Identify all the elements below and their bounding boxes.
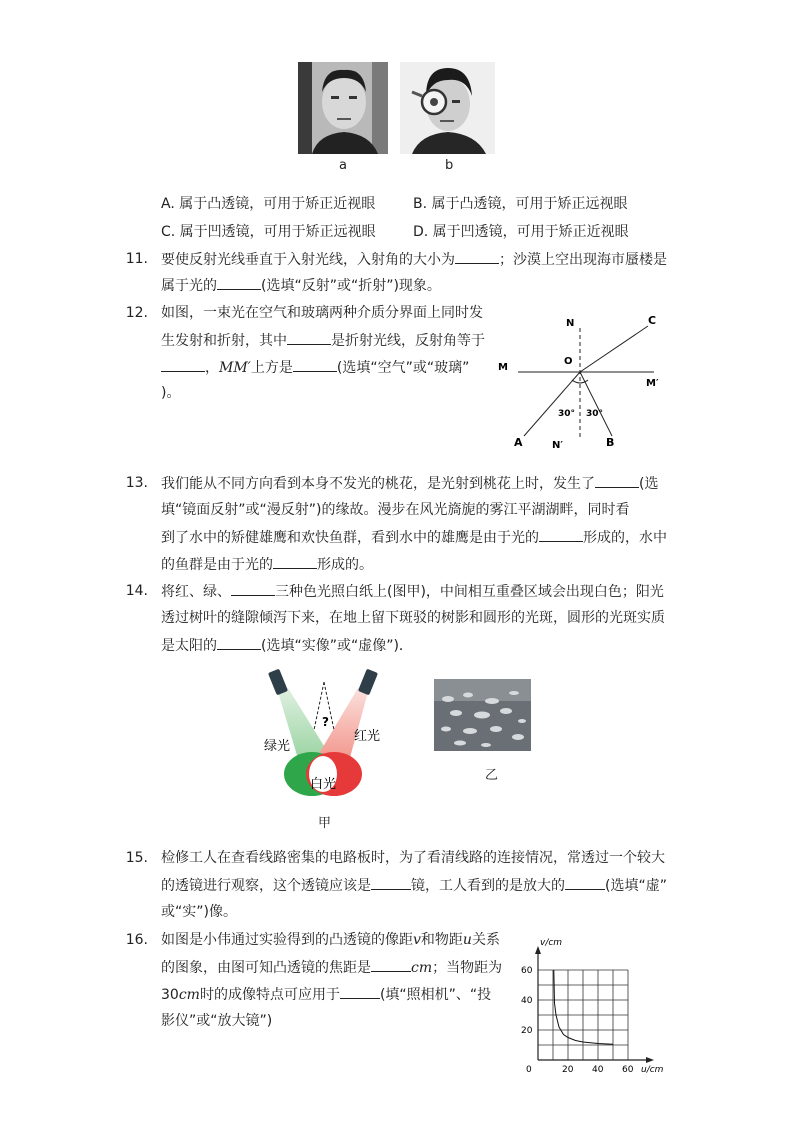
q12-refraction-figure [494, 312, 664, 452]
q11-text-1a: 要使反射光线垂直于入射光线，入射角的大小为 [161, 252, 455, 268]
answer-blank[interactable] [371, 875, 411, 890]
q13-number: 13. [125, 475, 148, 491]
fig-angle-right: 30° [586, 409, 604, 419]
answer-blank[interactable] [161, 357, 205, 372]
q11-text-2a: 属于光的 [161, 278, 217, 294]
q12-text-3d: (选填“空气”或“玻璃” [336, 360, 470, 376]
chart-y-tick-label: 40 [521, 996, 533, 1006]
chart-x-tick-label: 20 [562, 1065, 574, 1074]
chart-x-tick-label: 0 [526, 1065, 532, 1074]
chart-y-tick-label: 60 [521, 966, 533, 976]
q14-line-1 [161, 581, 664, 602]
q15-text-2b: 镜，工人看到的是放大的 [411, 878, 565, 894]
q16-chart-svg [518, 934, 668, 1074]
chart-y-tick-label: 20 [521, 1026, 533, 1036]
q16-number: 16. [125, 932, 148, 948]
q11-text-1b: ；沙漠上空出现海市蜃楼是 [499, 252, 667, 268]
q16-text-1b: 和物距 [420, 932, 463, 948]
answer-blank[interactable] [595, 473, 639, 488]
q10-option-b: B. 属于凸透镜，可用于矫正远视眼 [413, 196, 628, 212]
q11-text-2b: (选填“反射”或“折射”)现象。 [261, 278, 441, 294]
answer-blank[interactable] [273, 554, 317, 569]
q12-text-3c: 上方是 [250, 360, 293, 376]
fig-white-light-label: 白光 [310, 777, 337, 792]
answer-blank[interactable] [217, 635, 261, 650]
photo-b [400, 62, 495, 154]
fig-label-n: N [566, 318, 575, 329]
chart-x-tick-label: 40 [592, 1065, 604, 1074]
q12-text-2a: 生发射和折射，其中 [161, 333, 287, 349]
q13-text-3b: 形成的，水中 [583, 530, 667, 546]
fig-label-m: M [498, 362, 508, 373]
answer-blank[interactable] [217, 275, 261, 290]
q13-line-1 [161, 473, 658, 494]
q14-number: 14. [125, 583, 148, 599]
q12-mm-label: MM′ [219, 360, 251, 376]
chart-x-axis-arrow [646, 1057, 654, 1063]
q10-option-d: D. 属于凹透镜，可用于矫正近视眼 [413, 224, 629, 240]
answer-blank[interactable] [231, 581, 275, 596]
q13-line-4 [161, 554, 373, 575]
q16-line-1 [161, 930, 500, 950]
q16-text-2a: 的图象，由图可知凸透镜的焦距是 [161, 960, 371, 976]
q12-line-1: 如图，一束光在空气和玻璃两种介质分界面上同时发 [161, 305, 483, 321]
q14-light-spots-photo [434, 679, 531, 751]
fig-label-a: A [514, 436, 523, 449]
fig-label-b: B [606, 436, 615, 449]
q15-number: 15. [125, 850, 148, 866]
q14-text-1a: 将红、绿、 [161, 584, 231, 600]
photo-a-caption: a [339, 158, 347, 173]
q11-line-1 [161, 249, 667, 270]
q13-text-4b: 形成的。 [317, 557, 373, 573]
q16-chart [518, 934, 668, 1074]
q14-text-3b: (选填“实像”或“虚像”)． [261, 638, 413, 654]
q10-option-c: C. 属于凹透镜，可用于矫正远视眼 [161, 224, 376, 240]
q11-number: 11. [125, 251, 148, 267]
q16-line-3 [161, 984, 491, 1005]
q16-text-3a: 30 [161, 987, 179, 1003]
q15-line-1: 检修工人在查看线路密集的电路板时，为了看清线路的连接情况，常透过一个较大 [161, 850, 665, 866]
q16-text-2b: ；当物距为 [432, 960, 503, 976]
answer-blank[interactable] [455, 249, 499, 264]
fig-label-m-prime: M′ [646, 378, 659, 389]
q13-text-4a: 的鱼群是由于光的 [161, 557, 273, 573]
fig-label-n-prime: N′ [552, 440, 564, 451]
fig-red-light-label: 红光 [354, 729, 381, 744]
fig-label-c: C [648, 314, 657, 327]
q14-line-3 [161, 635, 413, 656]
q13-text-3a: 到了水中的矫健雄鹰和欢快鱼群，看到水中的雄鹰是由于光的 [161, 530, 539, 546]
chart-series-line [554, 970, 613, 1044]
q13-line-2: 填“镜面反射”或“漫反射”)的缘故。漫步在风光旖旎的雾江平湖湖畔，同时看 [161, 502, 630, 518]
answer-blank[interactable] [565, 875, 605, 890]
q14-text-1b: 三种色光照白纸上(图甲)，中间相互重叠区域会出现白色；阳光 [275, 584, 664, 600]
q16-line-4: 影仪”或“放大镜”) [161, 1013, 273, 1029]
q10-option-a: A. 属于凸透镜，可用于矫正近视眼 [161, 196, 376, 212]
q16-line-2 [161, 957, 502, 978]
q14-caption-jia: 甲 [318, 816, 332, 831]
q16-text-1a: 如图是小伟通过实验得到的凸透镜的像距 [161, 932, 413, 948]
q13-line-3 [161, 527, 667, 548]
q16-text-3b: 时的成像特点可应用于 [199, 987, 340, 1003]
q12-text-3a: ， [205, 360, 219, 376]
q16-u-symbol: u [462, 932, 472, 948]
photo-a [298, 62, 388, 154]
q12-text-2b: 是折射光线，反射角等于 [331, 333, 485, 349]
chart-y-axis-label: v/cm [540, 938, 563, 948]
photo-b-caption: b [445, 158, 454, 173]
q14-caption-yi: 乙 [485, 768, 499, 783]
q12-number: 12. [125, 305, 148, 321]
chart-x-tick-label: 60 [622, 1065, 634, 1074]
fig-angle-left: 30° [558, 409, 576, 419]
answer-blank[interactable] [371, 957, 411, 972]
q14-color-mix-figure [258, 664, 388, 804]
answer-blank[interactable] [293, 357, 337, 372]
q14-line-2: 透过树叶的缝隙倾泻下来，在地上留下斑驳的树影和圆形的光斑，圆形的光斑实质 [161, 610, 665, 626]
q16-text-1c: 关系 [471, 932, 500, 948]
q15-line-2 [161, 875, 667, 896]
q15-line-3: 或“实”)像。 [161, 904, 237, 920]
q15-text-2c: (选填“虚” [605, 878, 667, 894]
q12-line-2 [161, 330, 485, 351]
q16-unit-cm: cm [411, 960, 433, 976]
q16-v-symbol: v [413, 932, 421, 948]
q13-text-1a: 我们能从不同方向看到本身不发光的桃花，是光射到桃花上时，发生了 [161, 476, 595, 492]
q12-line-3 [161, 357, 469, 378]
answer-blank[interactable] [287, 330, 331, 345]
q11-line-2 [161, 275, 441, 296]
fig-green-light-label: 绿光 [264, 739, 291, 754]
fig-question-mark: ? [322, 715, 329, 729]
answer-blank[interactable] [539, 527, 583, 542]
q13-text-1b: (选 [639, 476, 659, 492]
q16-text-3c: (填“照相机”、“投 [379, 987, 492, 1003]
q12-line-4: )。 [161, 385, 181, 401]
q15-text-2a: 的透镜进行观察，这个透镜应该是 [161, 878, 371, 894]
chart-x-axis-label: u/cm [641, 1065, 664, 1074]
fig-label-o: O [564, 356, 573, 367]
q14-text-3a: 是太阳的 [161, 638, 217, 654]
answer-blank[interactable] [340, 984, 380, 999]
q16-unit-cm-2: cm [178, 987, 200, 1003]
